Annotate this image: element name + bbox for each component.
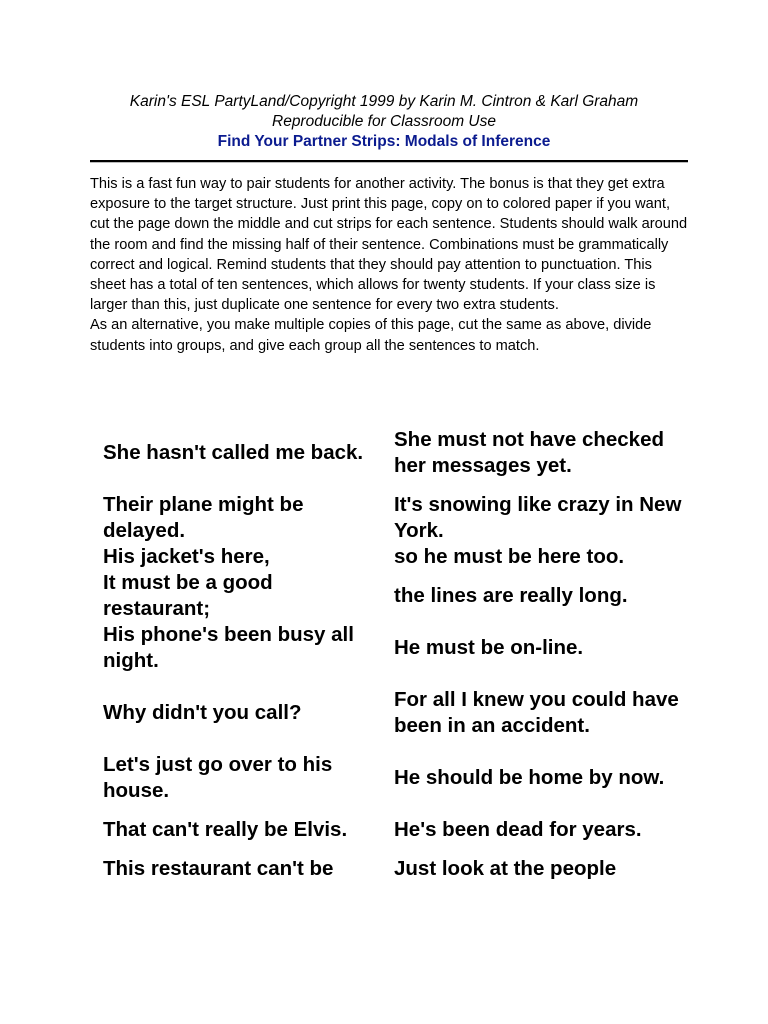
copyright-line: Karin's ESL PartyLand/Copyright 1999 by Karin M. Cintron & Karl Graham: [129, 93, 639, 110]
instructions-paragraph-1: This is a fast fun way to pair students for another activity. The bonus is that they get extra exposure to the target structure. Just print this page, copy on to colored paper if you want, cut the page down the middle and cut strips for each sentence. Students should walk around the room and find the missing half of their sentence. Combinations must be grammatically correct and logical. Remind students that they should pay attention to punctuation. This sheet has a total of ten sentences, which allows for twenty students. If your class size is larger than this, just duplicate one sentence for every two extra students.: [90, 176, 688, 314]
strip-right: For all I knew you could have been in an accident.: [394, 688, 679, 737]
strip-row: [90, 674, 690, 752]
strip-right: It's snowing like crazy in New York.: [394, 493, 682, 542]
strip-row: [90, 752, 690, 804]
instructions-paragraph-2: As an alternative, you make multiple copies of this page, cut the same as above, divide students into groups, and give each group all the sentences to match.: [90, 317, 652, 354]
document-header: [0, 92, 768, 152]
strip-right: so he must be here too.: [394, 545, 625, 568]
reproducible-line: Reproducible for Classroom Use: [272, 113, 496, 130]
strip-row: [90, 570, 690, 622]
strip-left: She hasn't called me back.: [103, 441, 364, 464]
strip-right: He should be home by now.: [394, 766, 665, 789]
strip-row: [90, 414, 690, 492]
strip-left: That can't really be Elvis.: [103, 818, 348, 841]
header-divider: [90, 160, 688, 162]
strip-left: His jacket's here,: [103, 545, 270, 568]
strip-right: Just look at the people: [394, 857, 617, 880]
strip-right: He must be on-line.: [394, 636, 584, 659]
strip-row: [90, 804, 690, 856]
strip-right: the lines are really long.: [394, 584, 628, 607]
instructions: [90, 174, 690, 356]
strip-left: Why didn't you call?: [103, 701, 302, 724]
strip-right: He's been dead for years.: [394, 818, 642, 841]
strip-row: [90, 492, 690, 544]
page-title: Find Your Partner Strips: Modals of Inference: [217, 133, 551, 150]
strip-row: [90, 622, 690, 674]
strip-left: Let's just go over to his house.: [103, 753, 333, 802]
strip-row: [90, 544, 690, 570]
strip-left: Their plane might be delayed.: [103, 493, 304, 542]
strip-left: It must be a good restaurant;: [103, 571, 273, 620]
strip-row: [90, 856, 690, 882]
strip-left: His phone's been busy all night.: [103, 623, 354, 672]
strip-left: This restaurant can't be: [103, 857, 334, 880]
strip-right: She must not have checked her messages yet.: [394, 428, 665, 477]
